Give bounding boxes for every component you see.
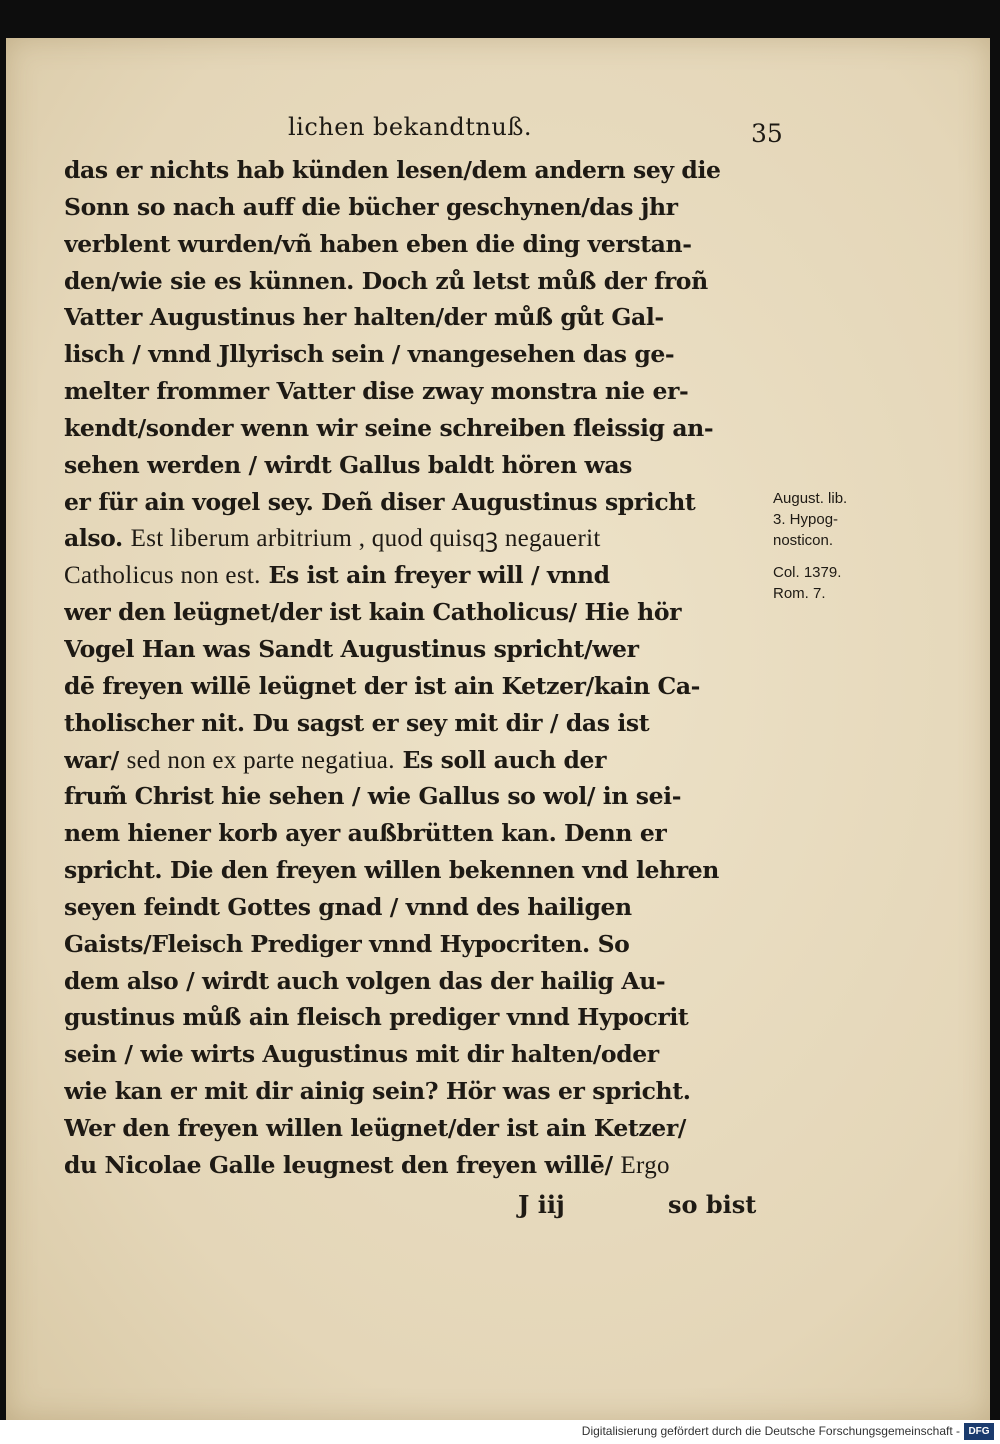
text-line: also. Est liberum arbitrium , quod quisqꝫ negauerit — [64, 524, 601, 553]
margin-note: August. lib. — [773, 490, 848, 507]
text-line: war/ sed non ex parte negatiua. Es soll auch der — [64, 745, 607, 774]
text-line: lisch / vnnd Jllyrisch sein / vnangesehen das ge- — [64, 340, 675, 369]
text-line: melter frommer Vatter dise zway monstra nie er- — [64, 377, 689, 406]
funding-credit: Digitalisierung gefördert durch die Deutsche Forschungsgemeinschaft - — [581, 1424, 960, 1438]
footer-bar — [0, 1420, 1000, 1444]
text-line: Vatter Augustinus her halten/der můß gůt Gal- — [64, 303, 664, 332]
text-line: Vogel Han was Sandt Augustinus spricht/wer — [64, 634, 639, 663]
text-line: wer den leügnet/der ist kain Catholicus/ Hie hör — [64, 598, 682, 627]
margin-note: Col. 1379. — [773, 564, 842, 581]
text-line: dē freyen willē leügnet der ist ain Ketzer/kain Ca- — [64, 671, 701, 700]
margin-gap — [773, 551, 893, 562]
latin-quote: sed non ex parte negatiua. — [126, 746, 395, 774]
text-line: Wer den freyen willen leügnet/der ist ain Ketzer/ — [64, 1113, 686, 1142]
text-line: das er nichts hab künden lesen/dem andern sey die — [64, 156, 721, 184]
margin-note: 3. Hypog- — [773, 511, 839, 528]
running-head: lichen bekandtnuß. — [288, 113, 532, 141]
margin-notes — [773, 488, 893, 604]
text-line: dem also / wirdt auch volgen das der hailig Au- — [64, 966, 666, 995]
margin-note: nosticon. — [773, 532, 834, 549]
text-line: Sonn so nach auff die bücher geschynen/das jhr — [64, 192, 678, 221]
catchword: so bist — [668, 1190, 757, 1219]
text-line: wie kan er mit dir ainig sein? Hör was er spricht. — [64, 1077, 691, 1106]
latin-quote: Ergo — [620, 1151, 670, 1179]
text-line: du Nicolae Galle leugnest den freyen willē/ Ergo — [64, 1150, 670, 1179]
page-number: 35 — [751, 119, 783, 148]
text-line: nem hiener korb ayer außbrütten kan. Denn er — [64, 819, 667, 848]
margin-note: Rom. 7. — [773, 585, 826, 602]
text-line: Catholicus non est. Es ist ain freyer will / vnnd — [64, 561, 610, 590]
text-line: seyen feindt Gottes gnad / vnnd des hailigen — [64, 892, 632, 921]
signature-mark: J iij — [518, 1190, 565, 1219]
text-line: verblent wurden/vñ haben eben die ding verstan- — [64, 229, 692, 258]
text-line: spricht. Die den freyen willen bekennen vnd lehren — [64, 856, 719, 885]
latin-quote: Catholicus non est. — [64, 562, 261, 590]
body-text — [64, 152, 776, 1184]
text-line: sehen werden / wirdt Gallus baldt hören was — [64, 450, 633, 479]
text-line: Gaists/Fleisch Prediger vnnd Hypocriten. So — [64, 929, 630, 958]
text-line: kendt/sonder wenn wir seine schreiben fleissig an- — [64, 413, 714, 442]
text-line: gustinus můß ain fleisch prediger vnnd Hypocrit — [64, 1003, 689, 1032]
text-line: frum̃ Christ hie sehen / wie Gallus so wol/ in sei- — [64, 782, 682, 811]
latin-quote: Est liberum arbitrium , quod quisqꝫ negauerit — [130, 525, 601, 553]
text-line: er für ain vogel sey. Deñ diser Augustinus spricht — [64, 487, 696, 516]
text-line: den/wie sie es künnen. Doch zů letst můß der froñ — [64, 266, 708, 295]
text-line: sein / wie wirts Augustinus mit dir halten/oder — [64, 1040, 659, 1069]
dfg-logo: DFG — [964, 1423, 994, 1440]
text-line: tholischer nit. Du sagst er sey mit dir / das ist — [64, 708, 650, 737]
